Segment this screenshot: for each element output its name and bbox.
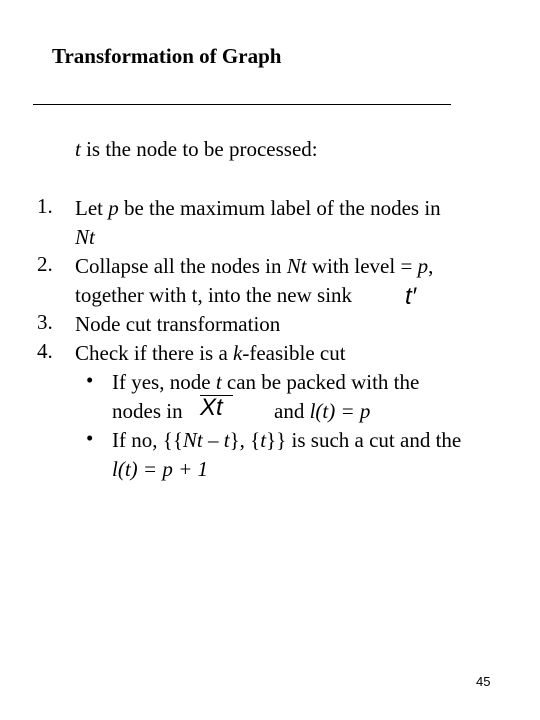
bullet-1-line-1: If yes, node t can be packed with the bbox=[112, 370, 420, 394]
bullet-icon: • bbox=[86, 368, 94, 392]
sink-symbol-equation: t′ bbox=[405, 283, 417, 310]
item-1-line-1: Let p be the maximum label of the nodes in bbox=[75, 196, 441, 220]
item-2-line-1: Collapse all the nodes in Nt with level = p, bbox=[75, 254, 434, 278]
item-1-line-2: Nt bbox=[75, 225, 95, 249]
page-number: 45 bbox=[476, 674, 491, 689]
bullet-2-line-2: l(t) = p + 1 bbox=[112, 457, 208, 481]
cluster-symbol-equation: Xt bbox=[200, 394, 223, 421]
intro-line bbox=[75, 137, 318, 162]
item-2-line-2: together with t, into the new sink bbox=[75, 283, 353, 307]
intro-var: t bbox=[75, 137, 81, 161]
title-divider bbox=[33, 104, 451, 105]
bullet-icon: • bbox=[86, 426, 94, 450]
bullet-1-line-2b: and l(t) = p bbox=[274, 399, 371, 423]
item-3-number: 3. bbox=[37, 310, 53, 334]
item-1-number: 1. bbox=[37, 194, 53, 218]
bullet-2-line-1: If no, {{Nt – t}, {t}} is such a cut and the bbox=[112, 428, 462, 452]
slide-title: Transformation of Graph bbox=[52, 44, 282, 68]
item-4-number: 4. bbox=[37, 339, 53, 363]
item-4-line-1: Check if there is a k-feasible cut bbox=[75, 341, 346, 365]
item-2-number: 2. bbox=[37, 252, 53, 276]
intro-text: is the node to be processed: bbox=[80, 137, 318, 161]
bullet-1-line-2a: nodes in bbox=[112, 399, 183, 423]
item-3-line-1: Node cut transformation bbox=[75, 312, 281, 336]
